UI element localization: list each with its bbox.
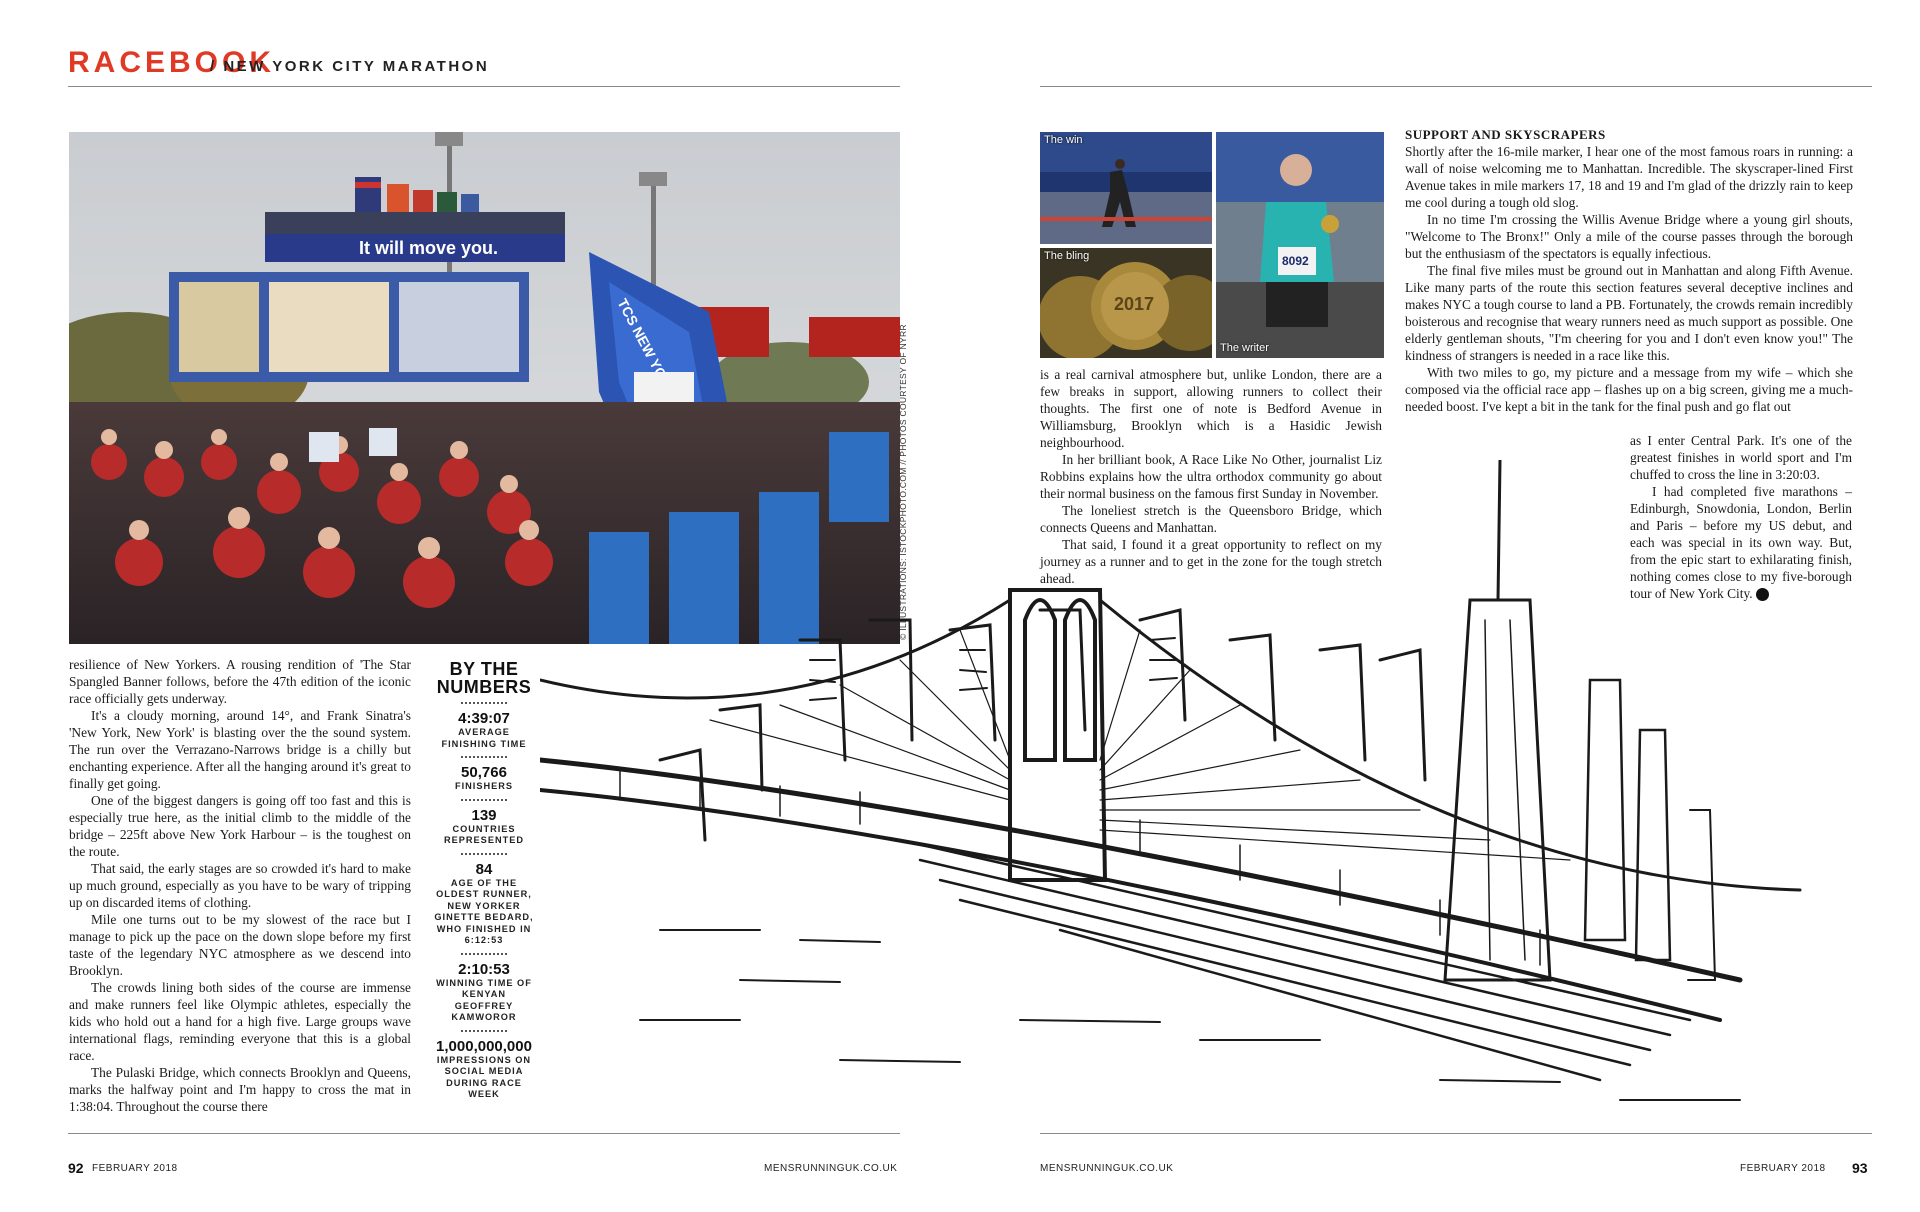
stat-item [432,1030,536,1101]
medal-year: 2017 [1114,294,1155,314]
issue-date-left: FEBRUARY 2018 [92,1163,178,1174]
win-photo [1040,132,1212,244]
stat-value: 84 [475,860,493,878]
article-column-right-narrow [1630,432,1852,602]
stat-label: IMPRESSIONS ON SOCIAL MEDIA DURING RACE WEEK [436,1054,532,1099]
start-banner-text: It will move you. [359,238,499,258]
article-column-right [1405,126,1853,415]
stat-item [432,756,536,793]
writer-photo [1216,132,1384,358]
paragraph: The final five miles must be ground out in Manhattan and along Fifth Avenue. Like many parts of the route this section features several deceptive inclines and makes NYC a tough course to land a PB. Fortunately, the crowds remain incredibly boisterous and recognise that weary runners need as much support as possible. One elderly gentleman shouts, "I'm cheering for you and I don't even know you!" The kindness of strangers is needed in a race like this. [1405,263,1853,363]
footer-rule-right [1040,1133,1872,1134]
bib-number: 8092 [1282,254,1309,268]
stat-label: FINISHERS [454,781,513,791]
paragraph: Shortly after the 16-mile marker, I hear one of the most famous roars in running: a wall of noise welcoming me to Manhattan. Incredible. The skyscraper-lined First Avenue takes in mile markers 17, 18 and 19 and I'm glad of the drizzly rain to keep me cool during a tough old slog. [1405,144,1853,210]
paragraph: That said, the early stages are so crowded it's hard to make up much ground, especially as you have to be wary of tripping up on discarded items of clothing. [69,861,411,910]
stat-label: WINNING TIME OF KENYAN GEOFFREY KAMWOROR [436,977,532,1022]
paragraph: Mile one turns out to be my slowest of the race but I manage to pick up the pace on the down slope before my first taste of the legendary NYC atmosphere as we descend into Brooklyn. [69,912,411,978]
page-number-left: 92 [68,1160,84,1176]
by-the-numbers-sidebar [432,660,536,1101]
header-rule-right [1040,86,1872,87]
stat-value: 2:10:53 [458,960,510,978]
paragraph: One of the biggest dangers is going off too fast and this is especially true here, as the initial climb to the middle of the bridge – 225ft above New York Harbour – is the toughest on the route. [69,793,411,859]
caption-writer: The writer [1220,342,1269,354]
stat-label: AGE OF THE OLDEST RUNNER, NEW YORKER GINETTE BEDARD, WHO FINISHED IN 6:12:53 [434,877,534,945]
paragraph: In her brilliant book, A Race Like No Other, journalist Liz Robbins explains how the ultra orthodox community go about their normal business on the famous first Sunday in November. [1040,452,1382,501]
stat-value: 139 [471,806,497,824]
paragraph: as I enter Central Park. It's one of the greatest finishes in world sport and I'm chuffed to cross the line in 3:20:03. [1630,433,1852,482]
website-right: MENSRUNNINGUK.CO.UK [1040,1163,1174,1174]
header-rule-left [68,86,900,87]
paragraph: is a real carnival atmosphere but, unlike London, there are a few breaks in support, allowing runners to collect their thoughts. The first one of note is Bedford Avenue in Williamsburg, Brooklyn which is a Hasidic Jewish neighbourhood. [1040,367,1382,450]
stat-item [432,799,536,847]
paragraph: In no time I'm crossing the Willis Avenue Bridge where a young girl shouts, "Welcome to The Bronx!" Only a mile of the course passes through the borough but the enthusiasm of the spectators is equally infectious. [1405,212,1853,261]
website-left: MENSRUNNINGUK.CO.UK [764,1163,898,1174]
caption-bling: The bling [1044,250,1090,262]
footer-rule-left [68,1133,900,1134]
end-mark-icon: MR [1756,588,1769,601]
bling-photo [1040,248,1212,358]
paragraph: The Pulaski Bridge, which connects Brooklyn and Queens, marks the halfway point and I'm happy to cross the mat in 1:38:04. Throughout the course there [69,1065,411,1114]
stat-label: COUNTRIES REPRESENTED [444,823,524,845]
paragraph: resilience of New Yorkers. A rousing rendition of 'The Star Spangled Banner follows, before the 47th edition of the iconic race officially gets underway. [69,657,411,706]
sidebar-title: BY THE NUMBERS [436,659,532,697]
issue-date-right: FEBRUARY 2018 [1740,1163,1826,1174]
stat-value: 1,000,000,000 [436,1037,532,1055]
article-column-middle [1040,366,1382,587]
paragraph: I had completed five marathons – Edinburgh, Snowdonia, London, Berlin and Paris – before my US debut, and each was special in its own way. But, from the epic start to exhilarating finish, nothing comes close to my five-borough tour of New York City. MR [1630,484,1852,601]
paragraph: The crowds lining both sides of the course are immense and make runners feel like Olympic athletes, especially the kids who hold out a hand for a high five. Large groups wave international flags, reminding everyone that this is a global race. [69,980,411,1063]
paragraph: With two miles to go, my picture and a message from my wife – which she composed via the official race app – flashes up on a big screen, giving me a much-needed boost. I've kept a bit in the tank for the final push and go flat out [1405,365,1853,414]
arch-text: TCS NEW [614,295,659,361]
section-title: / NEW YORK CITY MARATHON [210,58,490,75]
article-column-left [69,656,411,1115]
stat-item [432,702,536,750]
subheading: SUPPORT AND SKYSCRAPERS [1405,127,1606,142]
paragraph: The loneliest stretch is the Queensboro Bridge, which connects Queens and Manhattan. [1040,503,1382,535]
stat-value: 50,766 [461,764,507,781]
stat-item [432,953,536,1024]
paragraph: That said, I found it a great opportunity to reflect on my journey as a runner and to get in the zone for the tough stretch ahead. [1040,537,1382,586]
page-number-right: 93 [1852,1160,1868,1176]
magazine-section-brand: RACEBOOK [68,46,276,79]
stat-value: 4:39:07 [458,710,510,727]
stat-label: AVERAGE FINISHING TIME [441,727,527,749]
stat-item [432,853,536,947]
paragraph: It's a cloudy morning, around 14°, and Frank Sinatra's 'New York, New York' is blasting over the the sound system. The run over the Verrazano-Narrows bridge is a chilly but enchanting experience. After all the hanging around it's great to finally get going. [69,708,411,791]
caption-win: The win [1044,134,1083,146]
